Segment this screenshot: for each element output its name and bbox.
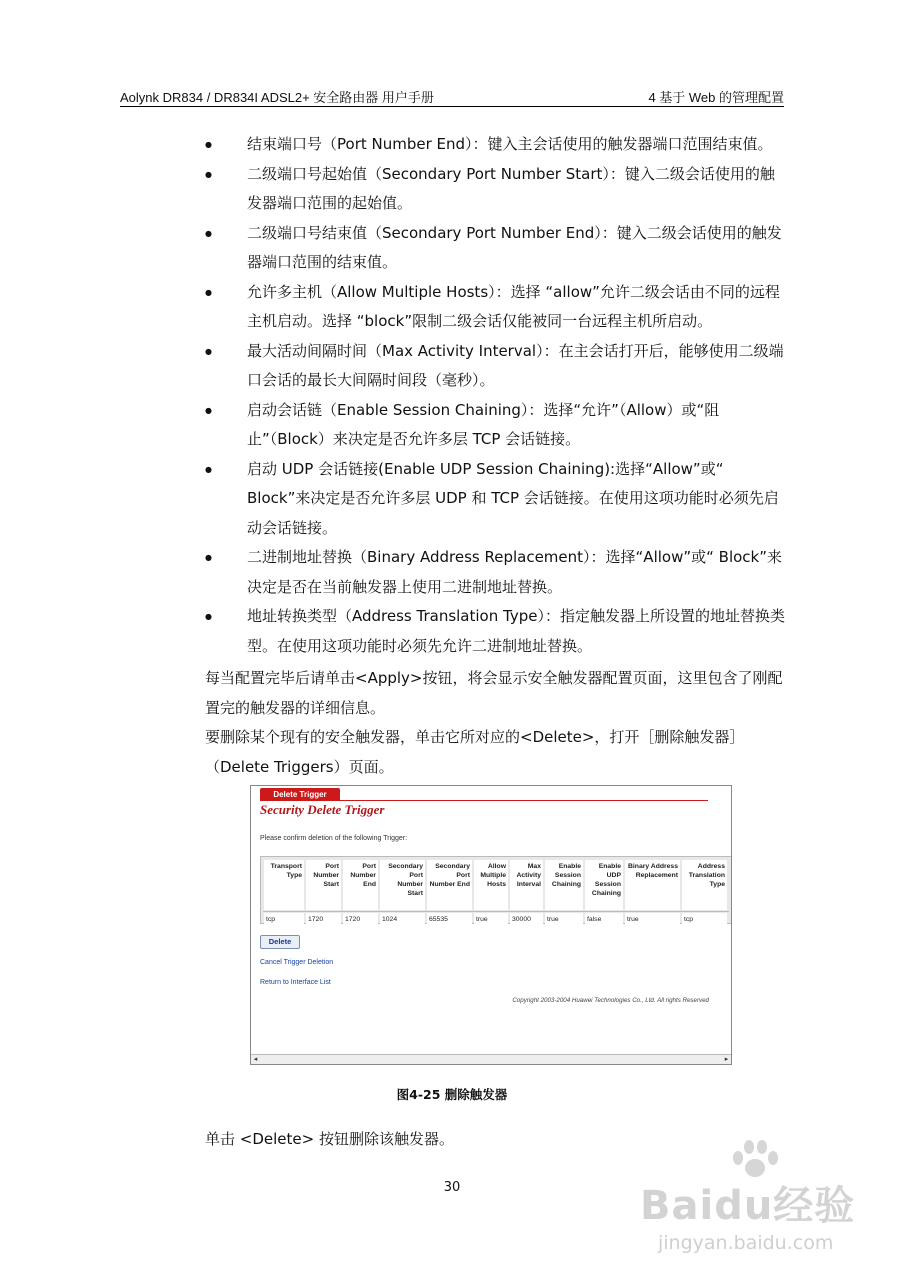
table-divider [263,911,729,912]
scroll-left-icon[interactable]: ◂ [253,1056,258,1063]
paw-icon [730,1140,780,1178]
page-header [120,86,784,107]
col-header-enable-udp-chaining: Enable UDP Session Chaining [585,860,623,910]
col-header-transport-type: Transport Type [264,860,304,910]
table-cell: true [545,913,583,924]
page-title: Security Delete Trigger [260,802,385,817]
page-number: 30 [443,1180,461,1195]
cancel-trigger-deletion-link[interactable]: Cancel Trigger Deletion [260,959,334,966]
baidu-watermark [640,1140,870,1270]
tab-delete-trigger[interactable]: Delete Trigger [260,788,340,801]
horizontal-scrollbar[interactable] [251,1054,731,1064]
return-to-interface-list-link[interactable]: Return to Interface List [260,979,331,986]
bullet-address-translation-type: ● 地址转换类型（Address Translation Type）：指定触发器上所设置的地址替换类型。在使用这项功能时必须先允许二进制地址替换。 [205,602,785,661]
table-cell: tcp [682,913,727,924]
tab-underline [260,800,708,801]
delete-button[interactable]: Delete [260,935,300,949]
col-header-port-start: Port Number Start [306,860,341,910]
col-header-address-translation-type: Address Translation Type [682,860,727,910]
header-chapter-title: 4 基于 Web 的管理配置 [648,90,784,105]
bullet-max-activity-interval: ● 最大活动间隔时间（Max Activity Interval）：在主会话打开后，能够使用二级端口会话的最长大间隔时间段（毫秒）。 [205,337,785,396]
copyright-text: Copyright 2003-2004 Huawei Technologies Co., Ltd. All rights Reserved [512,997,709,1004]
watermark-logo: Baidu经验 [640,1183,856,1229]
col-header-max-activity-interval: Max Activity Interval [510,860,543,910]
trigger-table [260,856,732,924]
col-header-binary-address-replacement: Binary Address Replacement [625,860,680,910]
col-header-allow-multiple-hosts: Allow Multiple Hosts [474,860,508,910]
delete-instruction-paragraph: 单击 <Delete> 按钮删除该触发器。 [205,1130,454,1148]
col-header-enable-session-chaining: Enable Session Chaining [545,860,583,910]
scroll-right-icon[interactable]: ▸ [724,1056,729,1063]
col-header-secondary-end: Secondary Port Number End [427,860,472,910]
bullet-enable-udp-session-chaining: ● 启动 UDP 会话链接(Enable UDP Session Chaining):选择“Allow”或“ Block”来决定是否允许多层 UDP 和 TCP 会话链接。在使用这项功能时必须先启动会话链接。 [205,455,785,544]
confirm-text: Please confirm deletion of the following Trigger: [260,835,408,842]
table-cell: 30000 [510,913,543,924]
bullet-port-number-end: ● 结束端口号（Port Number End）：键入主会话使用的触发器端口范围结束值。 [205,130,785,160]
table-cell: 1024 [380,913,425,924]
delete-intro-paragraph: 要删除某个现有的安全触发器，单击它所对应的<Delete>，打开［删除触发器］（Delete Triggers）页面。 [205,728,745,776]
bullet-secondary-port-end: ● 二级端口号结束值（Secondary Port Number End）：键入二级会话使用的触发器端口范围的结束值。 [205,219,785,278]
parameter-bullet-list [205,130,785,661]
table-cell: 65535 [427,913,472,924]
apply-paragraph: 每当配置完毕后请单击<Apply>按钮，将会显示安全触发器配置页面，这里包含了刚配置完的触发器的详细信息。 [205,669,783,717]
table-cell: tcp [264,913,304,924]
col-header-secondary-start: Secondary Port Number Start [380,860,425,910]
table-cell: true [625,913,680,924]
delete-trigger-screenshot [250,785,732,1065]
table-cell: 1720 [306,913,341,924]
header-manual-title: Aolynk DR834 / DR834I ADSL2+ 安全路由器 用户手册 [120,90,434,105]
col-header-port-end: Port Number End [343,860,378,910]
watermark-url: jingyan.baidu.com [658,1232,834,1254]
bullet-enable-session-chaining: ● 启动会话链（Enable Session Chaining）：选择“允许”（Allow）或“阻止”（Block）来决定是否允许多层 TCP 会话链接。 [205,396,785,455]
bullet-allow-multiple-hosts: ● 允许多主机（Allow Multiple Hosts）：选择 “allow”允许二级会话由不同的远程主机启动。选择 “block”限制二级会话仅能被同一台远程主机所启动。 [205,278,785,337]
table-cell: true [474,913,508,924]
table-cell: false [585,913,623,924]
bullet-binary-address-replacement: ● 二进制地址替换（Binary Address Replacement）：选择“Allow”或“ Block”来决定是否在当前触发器上使用二进制地址替换。 [205,543,785,602]
table-cell: 1720 [343,913,378,924]
bullet-secondary-port-start: ● 二级端口号起始值（Secondary Port Number Start）：键入二级会话使用的触发器端口范围的起始值。 [205,160,785,219]
figure-caption: 图4-25 删除触发器 [396,1087,508,1102]
